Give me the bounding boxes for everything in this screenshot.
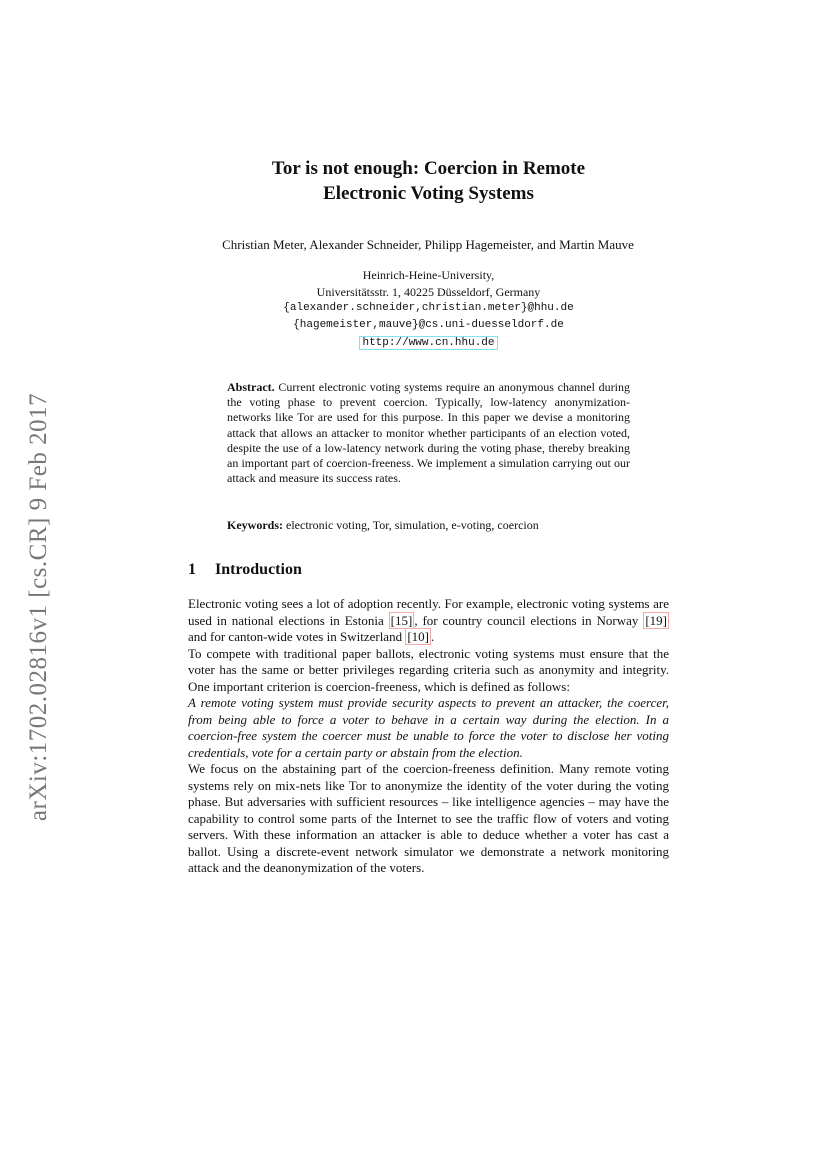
website-link[interactable]: http://www.cn.hhu.de: [359, 336, 497, 350]
definition-quote: A remote voting system must provide security aspects to prevent an attacker, the coercer, from being able to force a voter to behave in a certain way during the election. In a coercion-free system the coercer must be unable to force the voter to disclose her voting credentials, vote for a certain party or abstain from the election.: [188, 695, 669, 760]
email-1: {alexander.schneider,christian.meter}@hhu.de: [283, 302, 574, 314]
paragraph-1-text-b: , for country council elections in Norway: [414, 612, 644, 628]
email-2: {hagemeister,mauve}@cs.uni-duesseldorf.de: [293, 318, 564, 331]
paragraph-1-text-d: .: [431, 629, 435, 644]
abstract-text: Current electronic voting systems require an anonymous channel during the voting phase to prevent coercion. Typically, low-latency anonymization-networks like Tor are used for this purpose. In this paper we devise a monitoring attack that allows an attacker to monitor whether participants of an election voted, despite the use of a low-latency network during the voting phase, thereby breaking an important part of coercion-freeness. We implement a simulation carrying out our attack and measure its success rates.: [227, 380, 630, 486]
abstract: [227, 380, 630, 486]
title-line-1: Tor is not enough: Coercion in Remote: [271, 158, 586, 179]
citation-19[interactable]: [19]: [645, 612, 667, 628]
paragraph-1-text-a: Electronic voting sees a lot of adoption recently. For example, electronic voting systems are used in national elections in Estonia: [188, 596, 669, 628]
introduction-body: [188, 596, 669, 877]
paragraph-1-text-c: and for canton-wide votes in Switzerland: [188, 629, 406, 644]
citation-15[interactable]: [15]: [390, 612, 413, 628]
paragraph-2: To compete with traditional paper ballots, electronic voting systems must ensure that the voter has the same or better privileges regarding criteria such as anonymity and integrity. One important criterion is coercion-freeness, which is defined as follows:: [188, 645, 669, 694]
keywords-label: Keywords:: [227, 518, 283, 532]
keywords: [227, 518, 647, 533]
university: Heinrich-Heine-University,: [362, 268, 495, 282]
title-line-2: Electronic Voting Systems: [323, 183, 534, 204]
section-heading: [188, 561, 302, 579]
paragraph-3: We focus on the abstaining part of the coercion-freeness definition. Many remote voting systems rely on mix-nets like Tor to anonymize the identity of the voter during the voting phase. But adversaries with sufficient resources – like intelligence agencies – may have the capability to control some parts of the Internet to see the traffic flow of voters and voting servers. With these information an attacker is able to deduce whether a voter has cast a ballot. Using a discrete-event network simulator we demonstrate a network monitoring attack and the deanonymization of the voters.: [188, 761, 669, 875]
paper-title: [188, 156, 669, 206]
arxiv-id: arXiv:1702.02816v1 [cs.CR] 9 Feb 2017: [25, 392, 52, 822]
section-title: Introduction: [215, 561, 302, 578]
citation-10[interactable]: [10]: [407, 629, 429, 644]
affiliation-block: [188, 267, 669, 352]
abstract-label: Abstract.: [227, 380, 275, 394]
author-list: Christian Meter, Alexander Schneider, Philipp Hagemeister, and Martin Mauve: [222, 237, 634, 252]
address: Universitätsstr. 1, 40225 Düsseldorf, Germany: [316, 284, 541, 299]
paragraph-1: [188, 596, 669, 646]
keywords-text: electronic voting, Tor, simulation, e-voting, coercion: [286, 518, 539, 532]
arxiv-sidebar-stamp: [19, 372, 59, 842]
section-number: 1: [188, 561, 196, 578]
